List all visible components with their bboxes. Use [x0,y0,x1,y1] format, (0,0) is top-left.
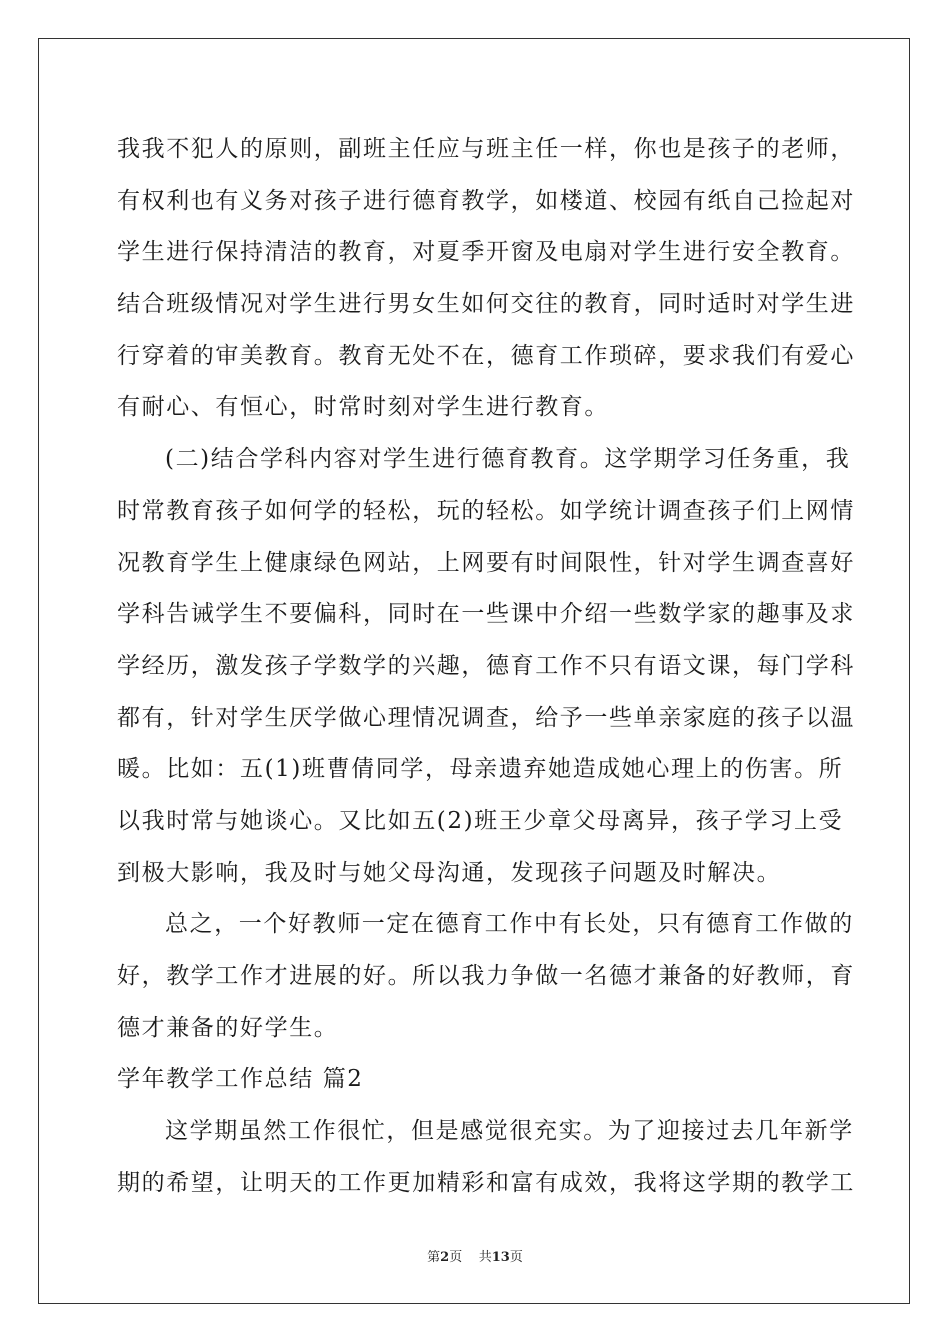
text-line: 行穿着的审美教育。教育无处不在，德育工作琐碎，要求我们有爱心 [117,342,855,369]
document-body [117,124,855,1209]
text-line: 暖。比如：五(1)班曹倩同学，母亲遗弃她造成她心理上的伤害。所 [117,756,844,783]
text-line: 以我时常与她谈心。又比如五(2)班王少章父母离异，孩子学习上受 [117,807,844,834]
text-line: 况教育学生上健康绿色网站，上网要有时间限性，针对学生调查喜好 [117,549,855,576]
text-line: 德才兼备的好学生。 [117,1014,339,1041]
text-line: 都有，针对学生厌学做心理情况调查，给予一些单亲家庭的孩子以温 [117,704,855,731]
text-line: 我我不犯人的原则，副班主任应与班主任一样，你也是孩子的老师， [117,136,855,162]
footer-prefix: 第 [427,1250,441,1265]
text-line: 到极大影响，我及时与她父母沟通，发现孩子问题及时解决。 [117,859,782,886]
text-line: 学科告诫学生不要偏科，同时在一些课中介绍一些数学家的趣事及求 [117,601,855,628]
total-page-count: 13 [491,1250,510,1265]
footer-total-unit: 页 [509,1250,523,1265]
text-line: 有权利也有义务对孩子进行德育教学，如楼道、校园有纸自己捡起对 [117,187,855,214]
text-line: 结合班级情况对学生进行男女生如何交往的教育，同时适时对学生进 [117,291,855,318]
paragraph-start-line: (二)结合学科内容对学生进行德育教育。这学期学习任务重，我 [165,446,851,473]
current-page-number: 2 [440,1250,450,1265]
footer-page-unit: 页 [449,1250,463,1265]
page-footer [0,1246,950,1265]
text-line: 学生进行保持清洁的教育，对夏季开窗及电扇对学生进行安全教育。 [117,239,855,266]
text-line: 时常教育孩子如何学的轻松，玩的轻松。如学统计调查孩子们上网情 [117,497,855,524]
text-line: 期的希望，让明天的工作更加精彩和富有成效，我将这学期的教学工 [117,1169,855,1196]
text-line: 好，教学工作才进展的好。所以我力争做一名德才兼备的好教师，育 [117,963,855,989]
text-line: 学经历，激发孩子学数学的兴趣，德育工作不只有语文课，每门学科 [117,652,855,679]
paragraph-start-line: 这学期虽然工作很忙，但是感觉很充实。为了迎接过去几年新学 [165,1118,854,1145]
footer-total-prefix: 共 [478,1250,492,1265]
text-line: 有耐心、有恒心，时常时刻对学生进行教育。 [117,394,609,421]
section-heading: 学年教学工作总结 篇2 [117,1066,364,1093]
paragraph-start-line: 总之，一个好教师一定在德育工作中有长处，只有德育工作做的 [165,911,854,938]
